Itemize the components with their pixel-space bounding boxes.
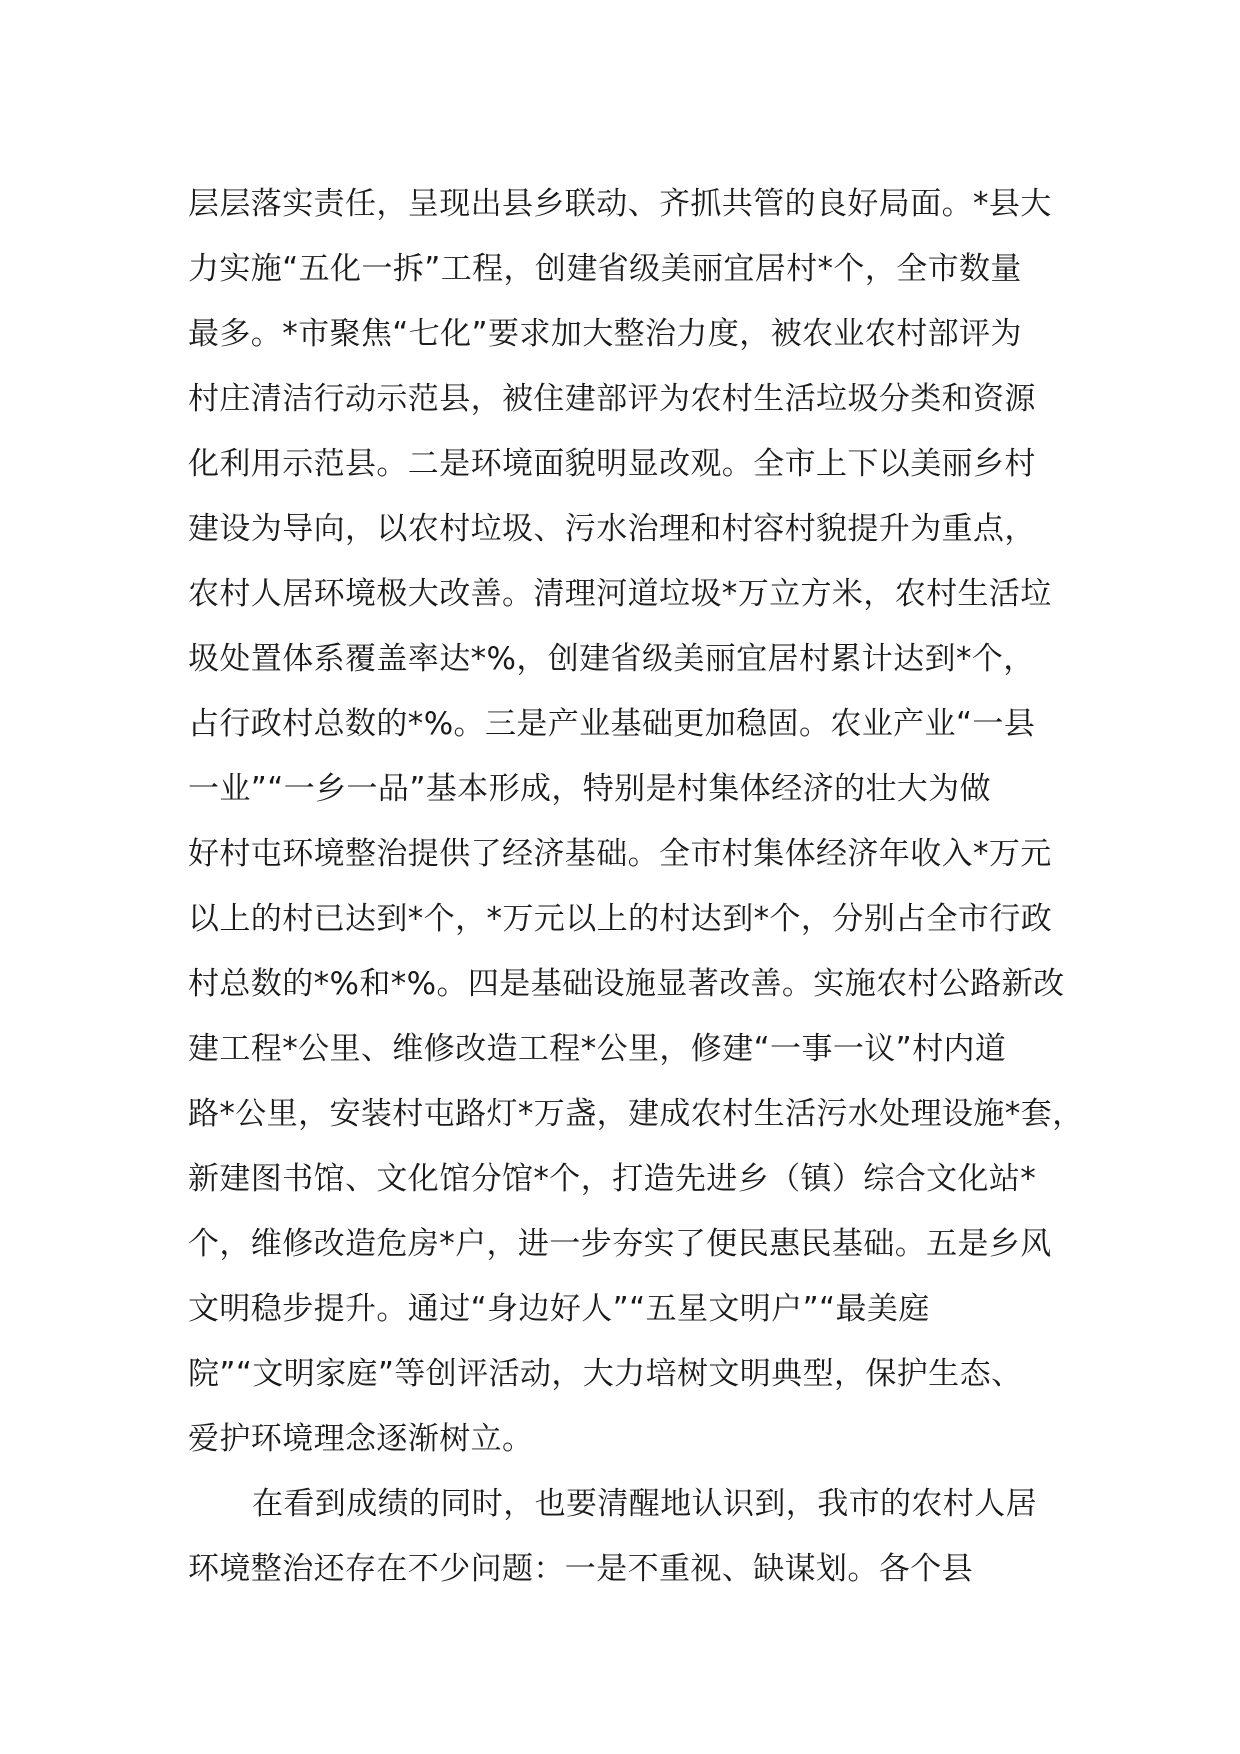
text-line: 文明稳步提升。通过“身边好人”“五星文明户”“最美庭 [188,1291,930,1327]
text-line: 好村屯环境整治提供了经济基础。全市村集体经济年收入*万元 [188,836,1052,872]
paragraph [188,1472,1078,1602]
text-line: 农村人居环境极大改善。清理河道垃圾*万立方米，农村生活垃 [188,576,1052,612]
text-line: 力实施“五化一拆”工程，创建省级美丽宜居村*个，全市数量 [188,251,1022,287]
text-line: 以上的村已达到*个，*万元以上的村达到*个，分别占全市行政 [188,901,1053,937]
text-line: 一业”“一乡一品”基本形成，特别是村集体经济的壮大为做 [188,771,991,807]
text-line: 圾处置体系覆盖率达*%，创建省级美丽宜居村累计达到*个， [188,641,1035,677]
text-line: 路*公里，安装村屯路灯*万盏，建成农村生活污水处理设施*套， [188,1096,1084,1132]
paragraph [188,172,1084,1472]
text-line: 占行政村总数的*%。三是产业基础更加稳固。农业产业“一县 [188,706,1036,742]
text-line: 个，维修改造危房*户，进一步夯实了便民惠民基础。五是乡风 [188,1226,1052,1262]
text-line: 新建图书馆、文化馆分馆*个，打造先进乡（镇）综合文化站* [188,1161,1037,1197]
text-line: 在看到成绩的同时，也要清醒地认识到，我市的农村人居 [252,1486,1037,1522]
text-line: 建工程*公里、维修改造工程*公里，修建“一事一议”村内道 [188,1031,1007,1067]
text-line: 院”“文明家庭”等创评活动，大力培树文明典型，保护生态、 [188,1356,1023,1392]
text-line: 爱护环境理念逐渐树立。 [188,1421,534,1457]
text-line: 层层落实责任，呈现出县乡联动、齐抓共管的良好局面。*县大 [188,186,1052,222]
text-line: 村庄清洁行动示范县，被住建部评为农村生活垃圾分类和资源 [188,381,1036,417]
text-line: 村总数的*%和*%。四是基础设施显著改善。实施农村公路新改 [188,966,1065,1002]
text-line: 建设为导向，以农村垃圾、污水治理和村容村貌提升为重点， [188,511,1036,547]
text-line: 化利用示范县。二是环境面貌明显改观。全市上下以美丽乡村 [188,446,1036,482]
document-body [188,172,1084,1602]
text-line: 环境整治还存在不少问题：一是不重视、缺谋划。各个县 [188,1551,973,1587]
text-line: 最多。*市聚焦“七化”要求加大整治力度，被农业农村部评为 [188,316,1022,352]
